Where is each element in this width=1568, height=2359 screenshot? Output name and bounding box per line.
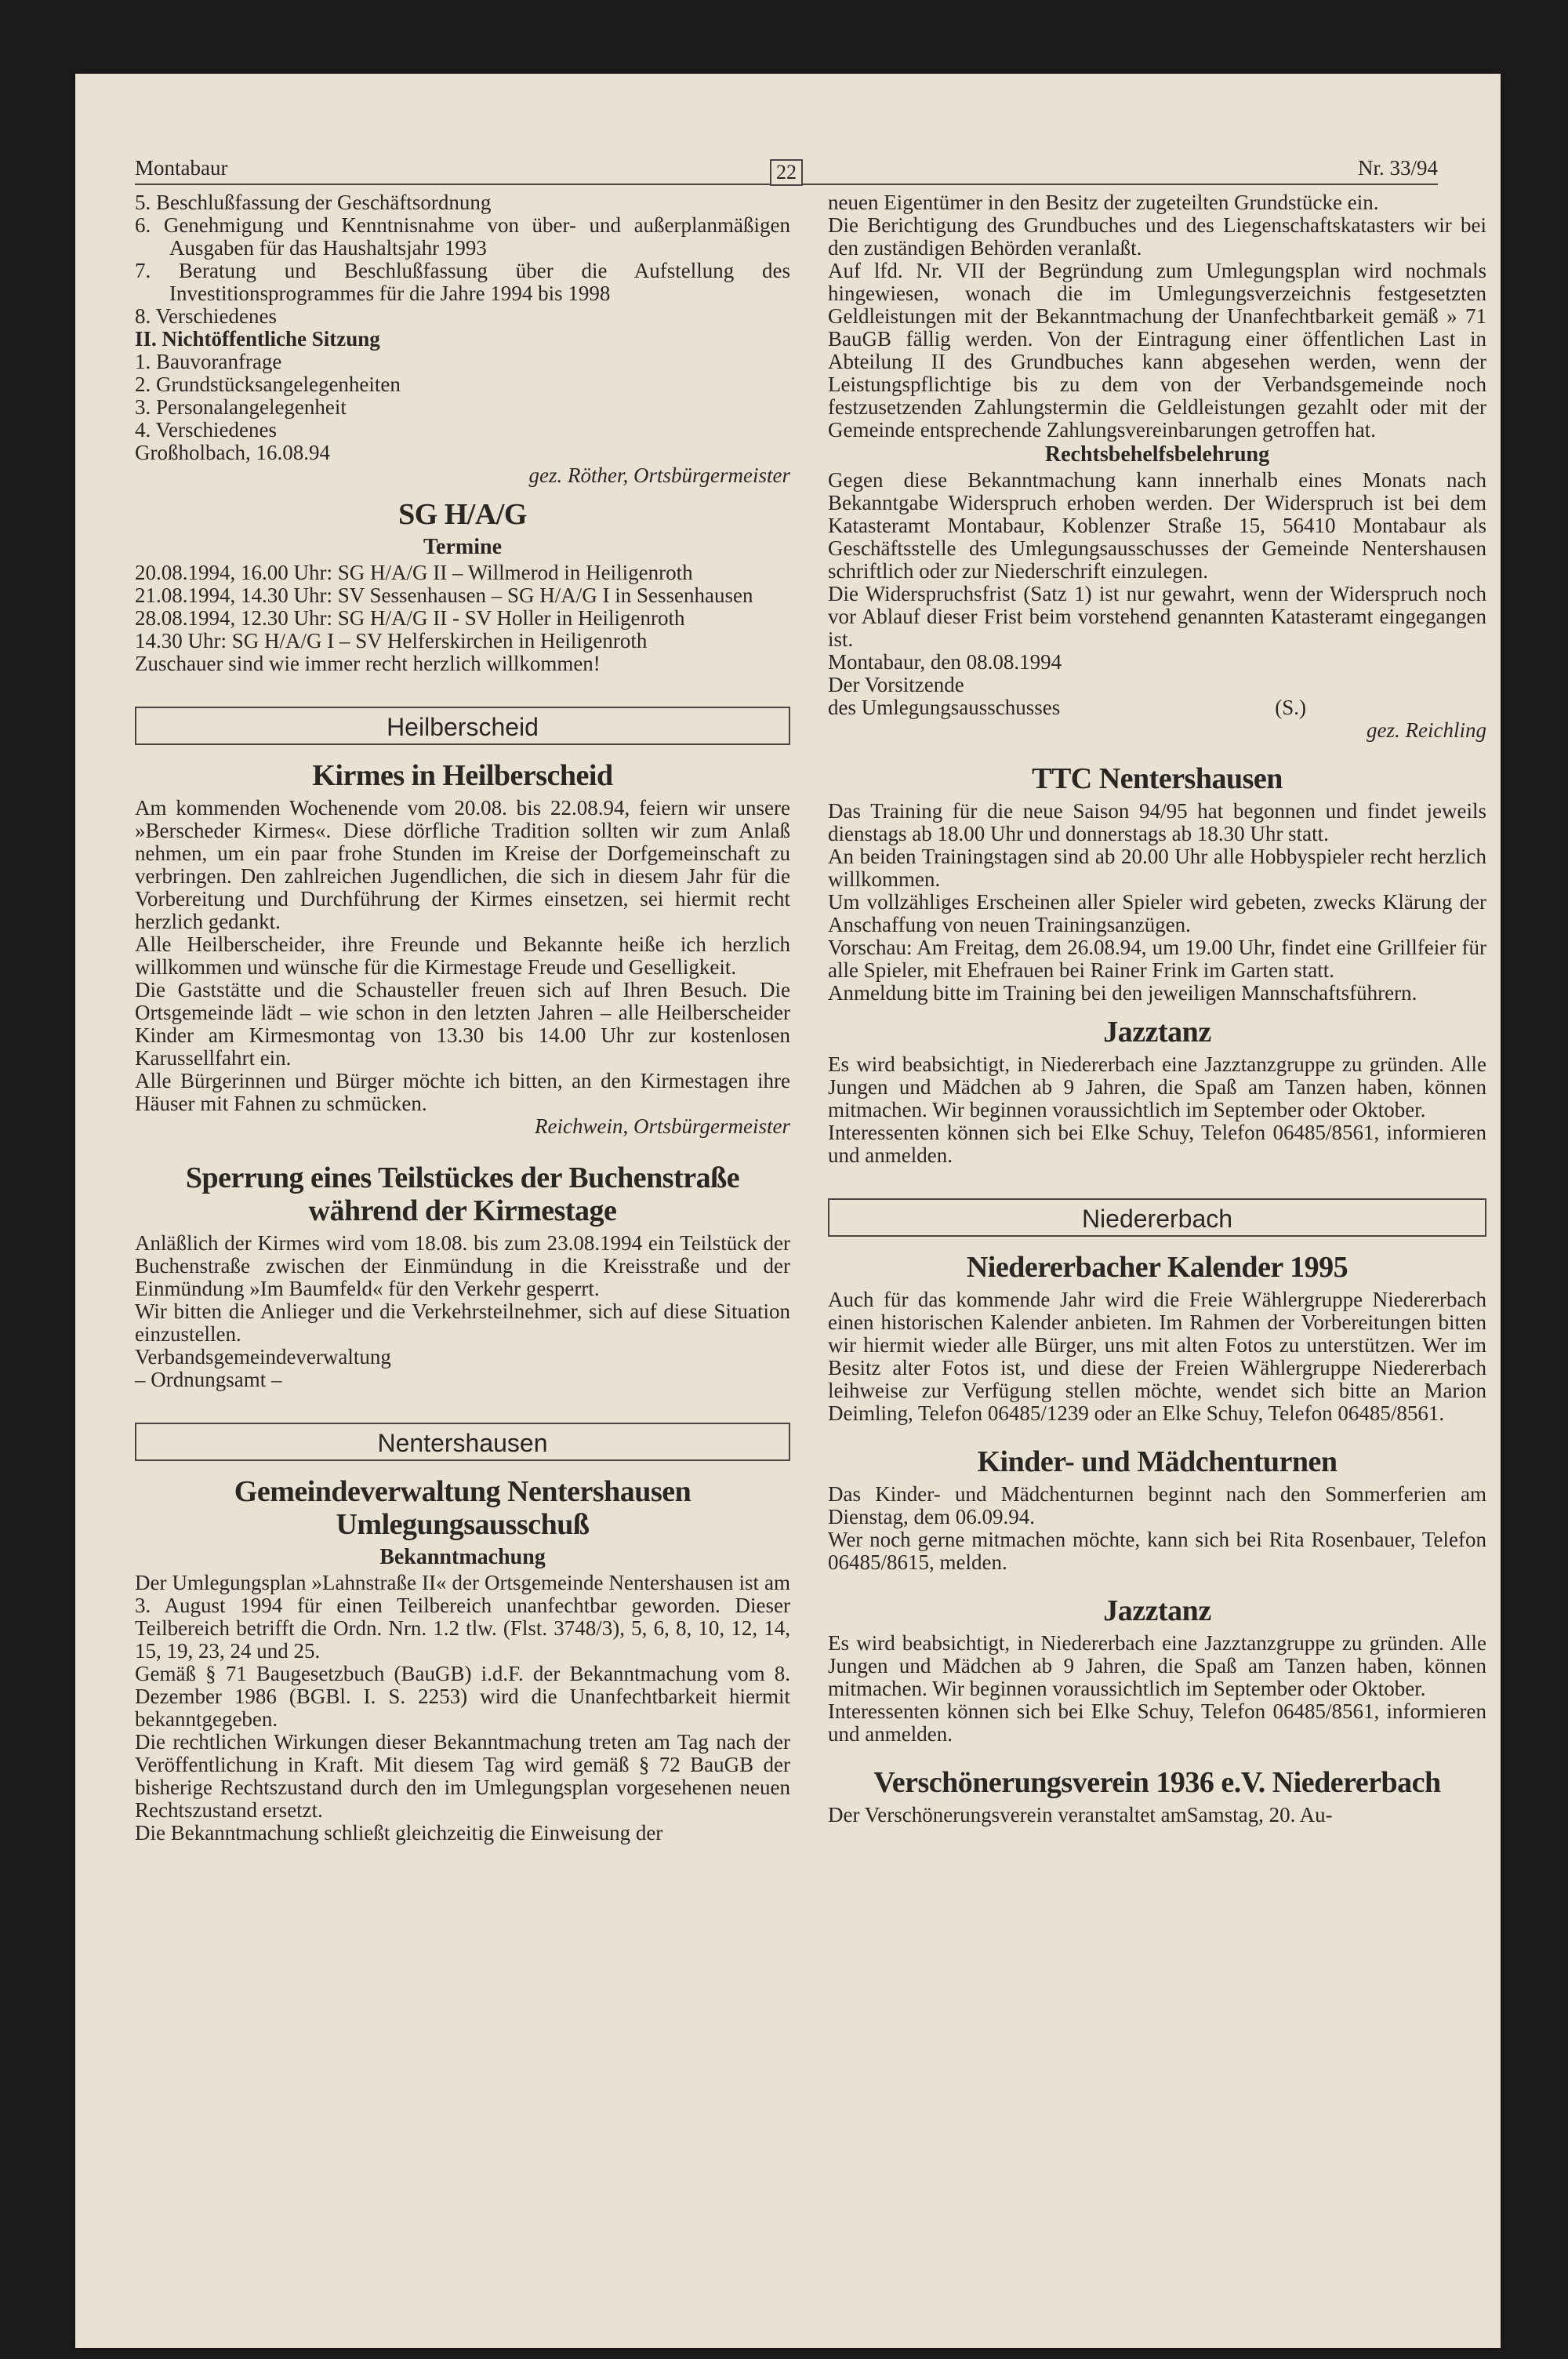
page-header — [135, 152, 1438, 185]
agenda-item: 1. Bauvoranfrage — [135, 350, 282, 373]
article-paragraph: Anläßlich der Kirmes wird vom 18.08. bis zum 23.08.1994 ein Teilstück der Buchenstraße zwischen der Einmündung in die Kreisstraße und der Einmündung »Im Baumfeld« für den Verkehr gesperrt. — [135, 1231, 790, 1300]
fixture-line: Zuschauer sind wie immer recht herzlich willkommen! — [135, 652, 601, 675]
article-paragraph: Die rechtlichen Wirkungen dieser Bekanntmachung treten am Tag nach der Veröffentlichung in Kraft. Mit diesem Tag wird gemäß § 72 BauGB der bisherige Rechtszustand durch den im Umlegungsplan vorgesehenen neuen Rechtszustand ersetzt. — [135, 1730, 790, 1822]
article-paragraph: Die Bekanntmachung schließt gleichzeitig die Einweisung der — [135, 1821, 663, 1845]
fixture-line: 21.08.1994, 14.30 Uhr: SV Sessenhausen – SG H/A/G I in Sessenhausen — [135, 583, 753, 607]
right-column — [828, 191, 1486, 1826]
agenda-item: 8. Verschiedenes — [135, 304, 277, 328]
article-paragraph: An beiden Trainingstagen sind ab 20.00 Uhr alle Hobbyspieler recht herzlich willkommen. — [828, 845, 1486, 891]
article-paragraph: Die Gaststätte und die Schausteller freuen sich auf Ihren Besuch. Die Ortsgemeinde lädt – wie schon in den letzten Jahren – alle Heilberscheider Kinder am Kirmesmontag von 13.30 bis 14.00 Uhr zur kostenlosen Karussellfahrt ein. — [135, 978, 790, 1070]
article-paragraph: Der Verschönerungsverein veranstaltet amSamstag, 20. Au- — [828, 1803, 1333, 1826]
article-paragraph: Es wird beabsichtigt, in Niedererbach eine Jazztanzgruppe zu gründen. Alle Jungen und Mädchen ab 9 Jahren, die Spaß am Tanzen haben, können mitmachen. Wir beginnen voraussichtlich im September oder Oktober. — [828, 1631, 1486, 1700]
article-paragraph: Das Kinder- und Mädchenturnen beginnt nach den Sommerferien am Dienstag, dem 06.09.94. — [828, 1482, 1486, 1528]
signature: gez. Röther, Ortsbürgermeister — [528, 463, 790, 487]
turnen-title: Kinder- und Mädchenturnen — [977, 1445, 1338, 1478]
signature-row — [828, 696, 1486, 719]
section-niedererbach: Niedererbach — [828, 1198, 1486, 1237]
article-paragraph: Das Training für die neue Saison 94/95 hat begonnen und findet jeweils dienstags ab 18.00 Uhr und donnerstags ab 18.30 Uhr statt. — [828, 799, 1486, 845]
article-paragraph: Gegen diese Bekanntmachung kann innerhalb eines Monats nach Bekanntgabe Widerspruch erhoben werden. Der Widerspruch ist bei dem Katasteramt Montabaur, Koblenzer Straße 15, 56410 Montabaur als Geschäftsstelle des Umlegungsausschusses der Gemeinde Nentershausen schriftlich oder zur Niederschrift einzulegen. — [828, 468, 1486, 583]
signature: gez. Reichling — [1367, 718, 1486, 742]
nonpublic-session-heading: II. Nichtöffentliche Sitzung — [135, 327, 380, 351]
kirmes-title: Kirmes in Heilberscheid — [312, 759, 613, 792]
sg-hag-subtitle: Termine — [423, 535, 503, 559]
agenda-item: 3. Personalangelegenheit — [135, 395, 347, 419]
article-paragraph: Auf lfd. Nr. VII der Begründung zum Umlegungsplan wird nochmals hingewiesen, wonach die im Umlegungsverzeichnis festgesetzten Geldleistungen mit der Bekanntmachung der Unanfechtbarkeit gemäß » 71 BauGB fällig werden. Von der Eintragung einer öffentlichen Last in Abteilung II des Grundbuches kann abgesehen werden, wenn der Leistungspflichtige bis zu dem von der Verbandsgemeinde noch festzusetzenden Zahlungstermin die Geldleistungen gezahlt oder mit der Gemeinde entsprechende Zahlungsvereinbarungen getroffen hat. — [828, 259, 1486, 442]
signature: Reichwein, Ortsbürgermeister — [535, 1114, 790, 1138]
article-paragraph: – Ordnungsamt – — [135, 1368, 282, 1391]
verschoenerungsverein-title: Verschönerungsverein 1936 e.V. Niedererbach — [873, 1766, 1441, 1799]
agenda-item: 2. Grundstücksangelegenheiten — [135, 373, 401, 396]
sg-hag-title: SG H/A/G — [398, 498, 527, 531]
issue-number: Nr. 33/94 — [1357, 156, 1438, 180]
article-paragraph: Am kommenden Wochenende vom 20.08. bis 22.08.94, feiern wir unsere »Berscheder Kirmes«. Diese dörfliche Tradition sollten wir zum Anlaß nehmen, um ein paar frohe Stunden im Kreise der Dorfgemeinschaft zu verbringen. Den zahlreichen Jugendlichen, die sich in diesem Jahr für die Vorbereitung und Durchführung der Kirmes einsetzen, sei hiermit recht herzlich gedankt. — [135, 796, 790, 933]
left-column — [135, 191, 790, 1845]
article-paragraph: Um vollzähliges Erscheinen aller Spieler wird gebeten, zwecks Klärung der Anschaffung von neuen Trainingsanzügen. — [828, 890, 1486, 936]
article-paragraph: Anmeldung bitte im Training bei den jeweiligen Mannschaftsführern. — [828, 981, 1417, 1005]
article-paragraph: Interessenten können sich bei Elke Schuy, Telefon 06485/8561, informieren und anmelden. — [828, 1121, 1486, 1167]
rechtsbehelfsbelehrung-heading: Rechtsbehelfsbelehrung — [1044, 442, 1270, 467]
article-paragraph: Montabaur, den 08.08.1994 — [828, 650, 1062, 674]
article-paragraph: Auch für das kommende Jahr wird die Freie Wählergruppe Niedererbach einen historischen Kalender anbieten. Im Rahmen der Vorbereitungen bitten wir hiermit wieder alle Bürger, uns mit alten Fotos zu unterstützen. Wer im Besitz alter Fotos ist, und diese der Freien Wählergruppe Niedererbach leihweise zur Verfügung stellen möchte, wendet sich bitte an Marion Deimling, Telefon 06485/1239 oder an Elke Schuy, Telefon 06485/8561. — [828, 1288, 1486, 1425]
article-paragraph: Vorschau: Am Freitag, dem 26.08.94, um 19.00 Uhr, findet eine Grillfeier für alle Spieler, mit Ehefrauen bei Rainer Frink im Garten statt. — [828, 936, 1486, 982]
fixture-line: 14.30 Uhr: SG H/A/G I – SV Helferskirchen in Heiligenroth — [135, 629, 648, 652]
article-paragraph: Der Vorsitzende — [828, 673, 964, 696]
section-nentershausen: Nentershausen — [135, 1423, 790, 1461]
committee-label: des Umlegungsausschusses — [828, 696, 1061, 719]
agenda-item: 7. Beratung und Beschlußfassung über die Aufstellung des Investitionsprogrammes für die Jahre 1994 bis 1998 — [135, 259, 790, 305]
article-paragraph: Verbandsgemeindeverwaltung — [135, 1345, 391, 1369]
article-paragraph: Wir bitten die Anlieger und die Verkehrsteilnehmer, sich auf diese Situation einzustellen. — [135, 1299, 790, 1346]
kalender-title: Niedererbacher Kalender 1995 — [966, 1251, 1348, 1284]
article-paragraph: Interessenten können sich bei Elke Schuy, Telefon 06485/8561, informieren und anmelden. — [828, 1699, 1486, 1746]
article-paragraph: Wer noch gerne mitmachen möchte, kann sich bei Rita Rosenbauer, Telefon 06485/8615, melden. — [828, 1528, 1486, 1574]
gemeindeverwaltung-title: Gemeindeverwaltung Nentershausen Umlegungsausschuß — [234, 1475, 691, 1541]
ttc-title: TTC Nentershausen — [1032, 762, 1283, 795]
article-paragraph: neuen Eigentümer in den Besitz der zugeteilten Grundstücke ein. — [828, 191, 1379, 214]
place-date: Großholbach, 16.08.94 — [135, 441, 330, 464]
jazztanz-title-2: Jazztanz — [1103, 1594, 1211, 1627]
jazztanz-title: Jazztanz — [1103, 1016, 1211, 1049]
bekanntmachung-subtitle: Bekanntmachung — [379, 1545, 546, 1569]
seal-mark: (S.) — [1275, 696, 1306, 719]
agenda-item: 5. Beschlußfassung der Geschäftsordnung — [135, 191, 492, 214]
page-number: 22 — [770, 159, 803, 186]
agenda-item: 4. Verschiedenes — [135, 418, 277, 442]
article-paragraph: Alle Bürgerinnen und Bürger möchte ich bitten, an den Kirmestagen ihre Häuser mit Fahnen zu schmücken. — [135, 1069, 790, 1115]
agenda-item: 6. Genehmigung und Kenntnisnahme von über- und außerplanmäßigen Ausgaben für das Haushaltsjahr 1993 — [135, 213, 790, 260]
sperrung-title: Sperrung eines Teilstückes der Buchenstraße während der Kirmestage — [185, 1161, 740, 1227]
fixture-line: 20.08.1994, 16.00 Uhr: SG H/A/G II – Willmerod in Heiligenroth — [135, 561, 693, 584]
section-heilberscheid: Heilberscheid — [135, 707, 790, 745]
article-paragraph: Die Widerspruchsfrist (Satz 1) ist nur gewahrt, wenn der Widerspruch noch vor Ablauf dieser Frist beim vorstehend genannten Katasteramt eingegangen ist. — [828, 582, 1486, 651]
article-paragraph: Es wird beabsichtigt, in Niedererbach eine Jazztanzgruppe zu gründen. Alle Jungen und Mädchen ab 9 Jahren, die Spaß am Tanzen haben, können mitmachen. Wir beginnen voraussichtlich im September oder Oktober. — [828, 1052, 1486, 1121]
newspaper-page — [75, 74, 1501, 2348]
fixture-line: 28.08.1994, 12.30 Uhr: SG H/A/G II - SV Holler in Heiligenroth — [135, 606, 685, 630]
article-paragraph: Der Umlegungsplan »Lahnstraße II« der Ortsgemeinde Nentershausen ist am 3. August 1994 für einen Teilbereich unanfechtbar geworden. Dieser Teilbereich betrifft die Ordn. Nrn. 1.2 tlw. (Flst. 3748/3), 5, 6, 8, 10, 12, 14, 15, 19, 23, 24 und 25. — [135, 1571, 790, 1663]
header-town: Montabaur — [135, 156, 228, 180]
article-paragraph: Die Berichtigung des Grundbuches und des Liegenschaftskatasters wir bei den zuständigen Behörden veranlaßt. — [828, 213, 1486, 260]
article-paragraph: Gemäß § 71 Baugesetzbuch (BauGB) i.d.F. der Bekanntmachung vom 8. Dezember 1986 (BGBl. I. S. 2253) wird die Unanfechtbarkeit hiermit bekanntgegeben. — [135, 1662, 790, 1731]
article-paragraph: Alle Heilberscheider, ihre Freunde und Bekannte heiße ich herzlich willkommen und wünsche für die Kirmestage Freude und Geselligkeit. — [135, 932, 790, 979]
